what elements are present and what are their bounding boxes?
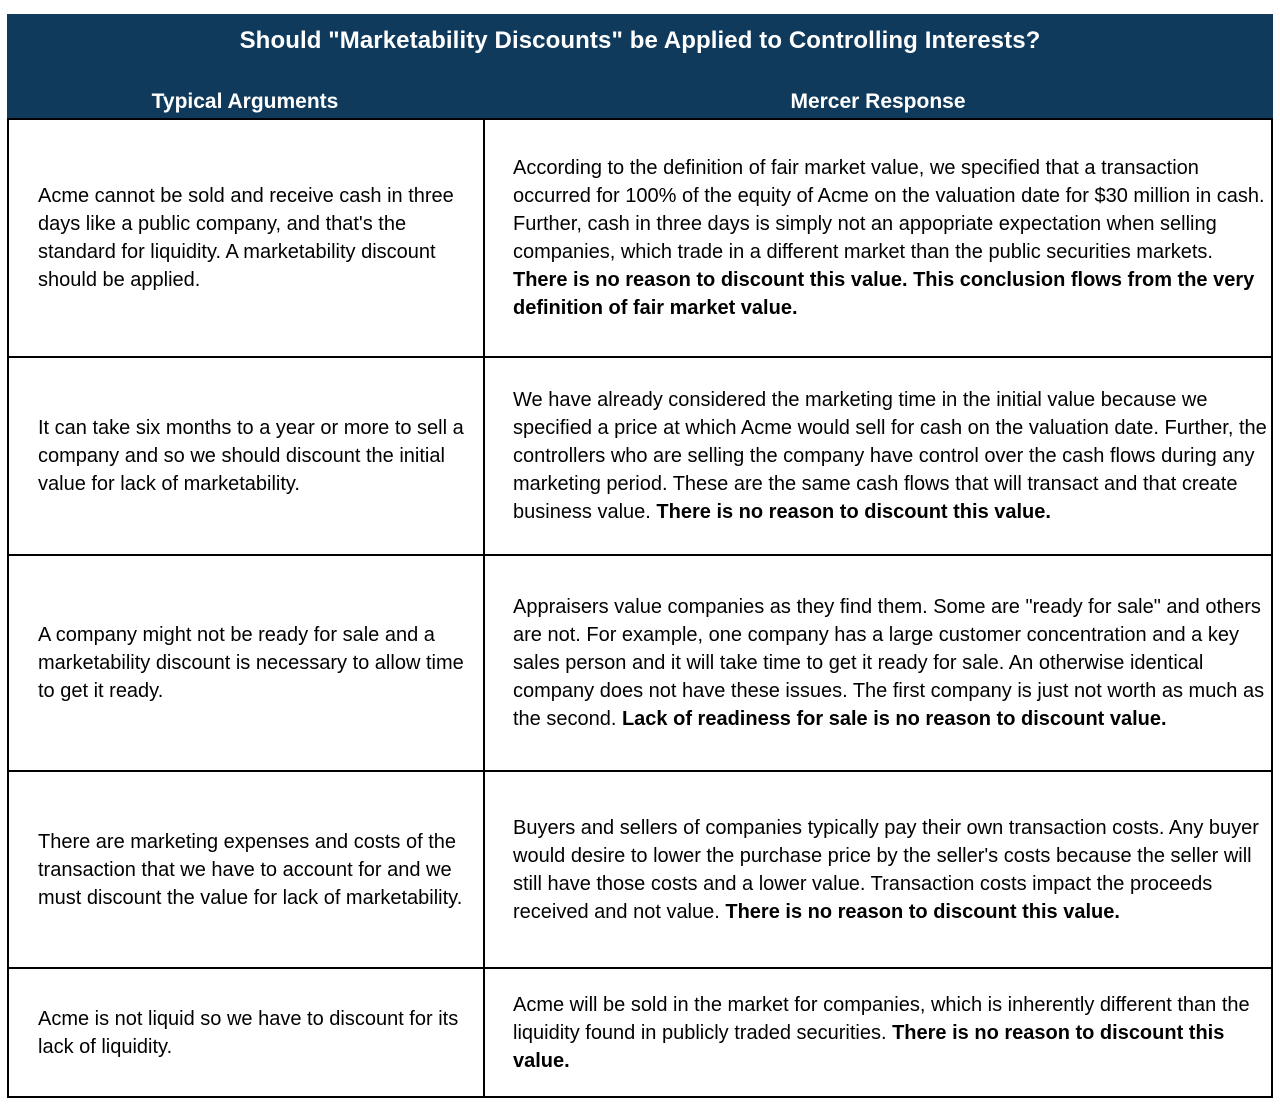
column-header-mercer-response: Mercer Response bbox=[790, 90, 966, 113]
table-header bbox=[7, 14, 1273, 118]
response-cell bbox=[485, 969, 1271, 1096]
argument-cell bbox=[9, 969, 485, 1096]
response-cell bbox=[485, 772, 1271, 967]
argument-text: A company might not be ready for sale and a marketability discount is necessary to allow time to get it ready. bbox=[38, 624, 464, 702]
response-cell bbox=[485, 358, 1271, 554]
table-title: Should "Marketability Discounts" be Applied to Controlling Interests? bbox=[239, 27, 1041, 54]
argument-text: Acme cannot be sold and receive cash in three days like a public company, and that's the standard for liquidity. A marketability discount should be applied. bbox=[38, 185, 454, 291]
response-plain: Appraisers value companies as they find them. Some are "ready for sale" and others are not. For example, one company has a large customer concentration and a key sales person and it will take time to get it ready for sale. An otherwise identical company does not have these issues. The first company is just not worth as much as the second. bbox=[513, 596, 1265, 730]
argument-text: It can take six months to a year or more to sell a company and so we should discount the initial value for lack of marketability. bbox=[38, 417, 464, 495]
response-text bbox=[513, 593, 1267, 733]
response-conclusion: There is no reason to discount this value. This conclusion flows from the very definition of fair market value. bbox=[513, 269, 1255, 319]
argument-cell bbox=[9, 772, 485, 967]
table-row bbox=[9, 554, 1271, 770]
table-row bbox=[9, 770, 1271, 967]
table-row bbox=[9, 967, 1271, 1096]
response-plain: According to the definition of fair market value, we specified that a transaction occurred for 100% of the equity of Acme on the valuation date for $30 million in cash. Further, cash in three days is simply not an appopriate expectation when selling companies, which trade in a different market than the public securities markets. bbox=[513, 157, 1265, 263]
argument-text: Acme is not liquid so we have to discount for its lack of liquidity. bbox=[38, 1007, 459, 1058]
response-cell bbox=[485, 556, 1271, 770]
response-text bbox=[513, 814, 1267, 926]
response-plain: Buyers and sellers of companies typically pay their own transaction costs. Any buyer would desire to lower the purchase price by the seller's costs because the seller will still have those costs and a lower value. Transaction costs impact the proceeds received and not value. bbox=[513, 816, 1259, 923]
response-text bbox=[513, 154, 1267, 322]
column-header-typical-arguments: Typical Arguments bbox=[151, 90, 339, 113]
response-cell bbox=[485, 120, 1271, 356]
response-conclusion: There is no reason to discount this value. bbox=[725, 900, 1120, 923]
argument-text: There are marketing expenses and costs of the transaction that we have to account for and we must discount the value for lack of marketability. bbox=[38, 830, 463, 909]
discounts-table bbox=[7, 14, 1273, 1098]
response-conclusion: There is no reason to discount this value. bbox=[656, 501, 1051, 523]
response-plain: Acme will be sold in the market for companies, which is inherently different than the liquidity found in publicly traded securities. bbox=[513, 993, 1250, 1044]
argument-cell bbox=[9, 120, 485, 356]
table-row bbox=[9, 120, 1271, 356]
response-conclusion: There is no reason to discount this value. bbox=[513, 1021, 1225, 1072]
response-conclusion: Lack of readiness for sale is no reason to discount value. bbox=[621, 708, 1167, 730]
argument-cell bbox=[9, 358, 485, 554]
argument-cell bbox=[9, 556, 485, 770]
table-row bbox=[9, 356, 1271, 554]
response-plain: We have already considered the marketing time in the initial value because we specified a price at which Acme would sell for cash on the valuation date. Further, the controllers who are selling the company have control over the cash flows during any marketing period. These are the same cash flows that will transact and that create business value. bbox=[513, 389, 1267, 523]
table-body bbox=[7, 118, 1273, 1098]
response-text bbox=[513, 386, 1267, 526]
response-text bbox=[513, 991, 1267, 1075]
